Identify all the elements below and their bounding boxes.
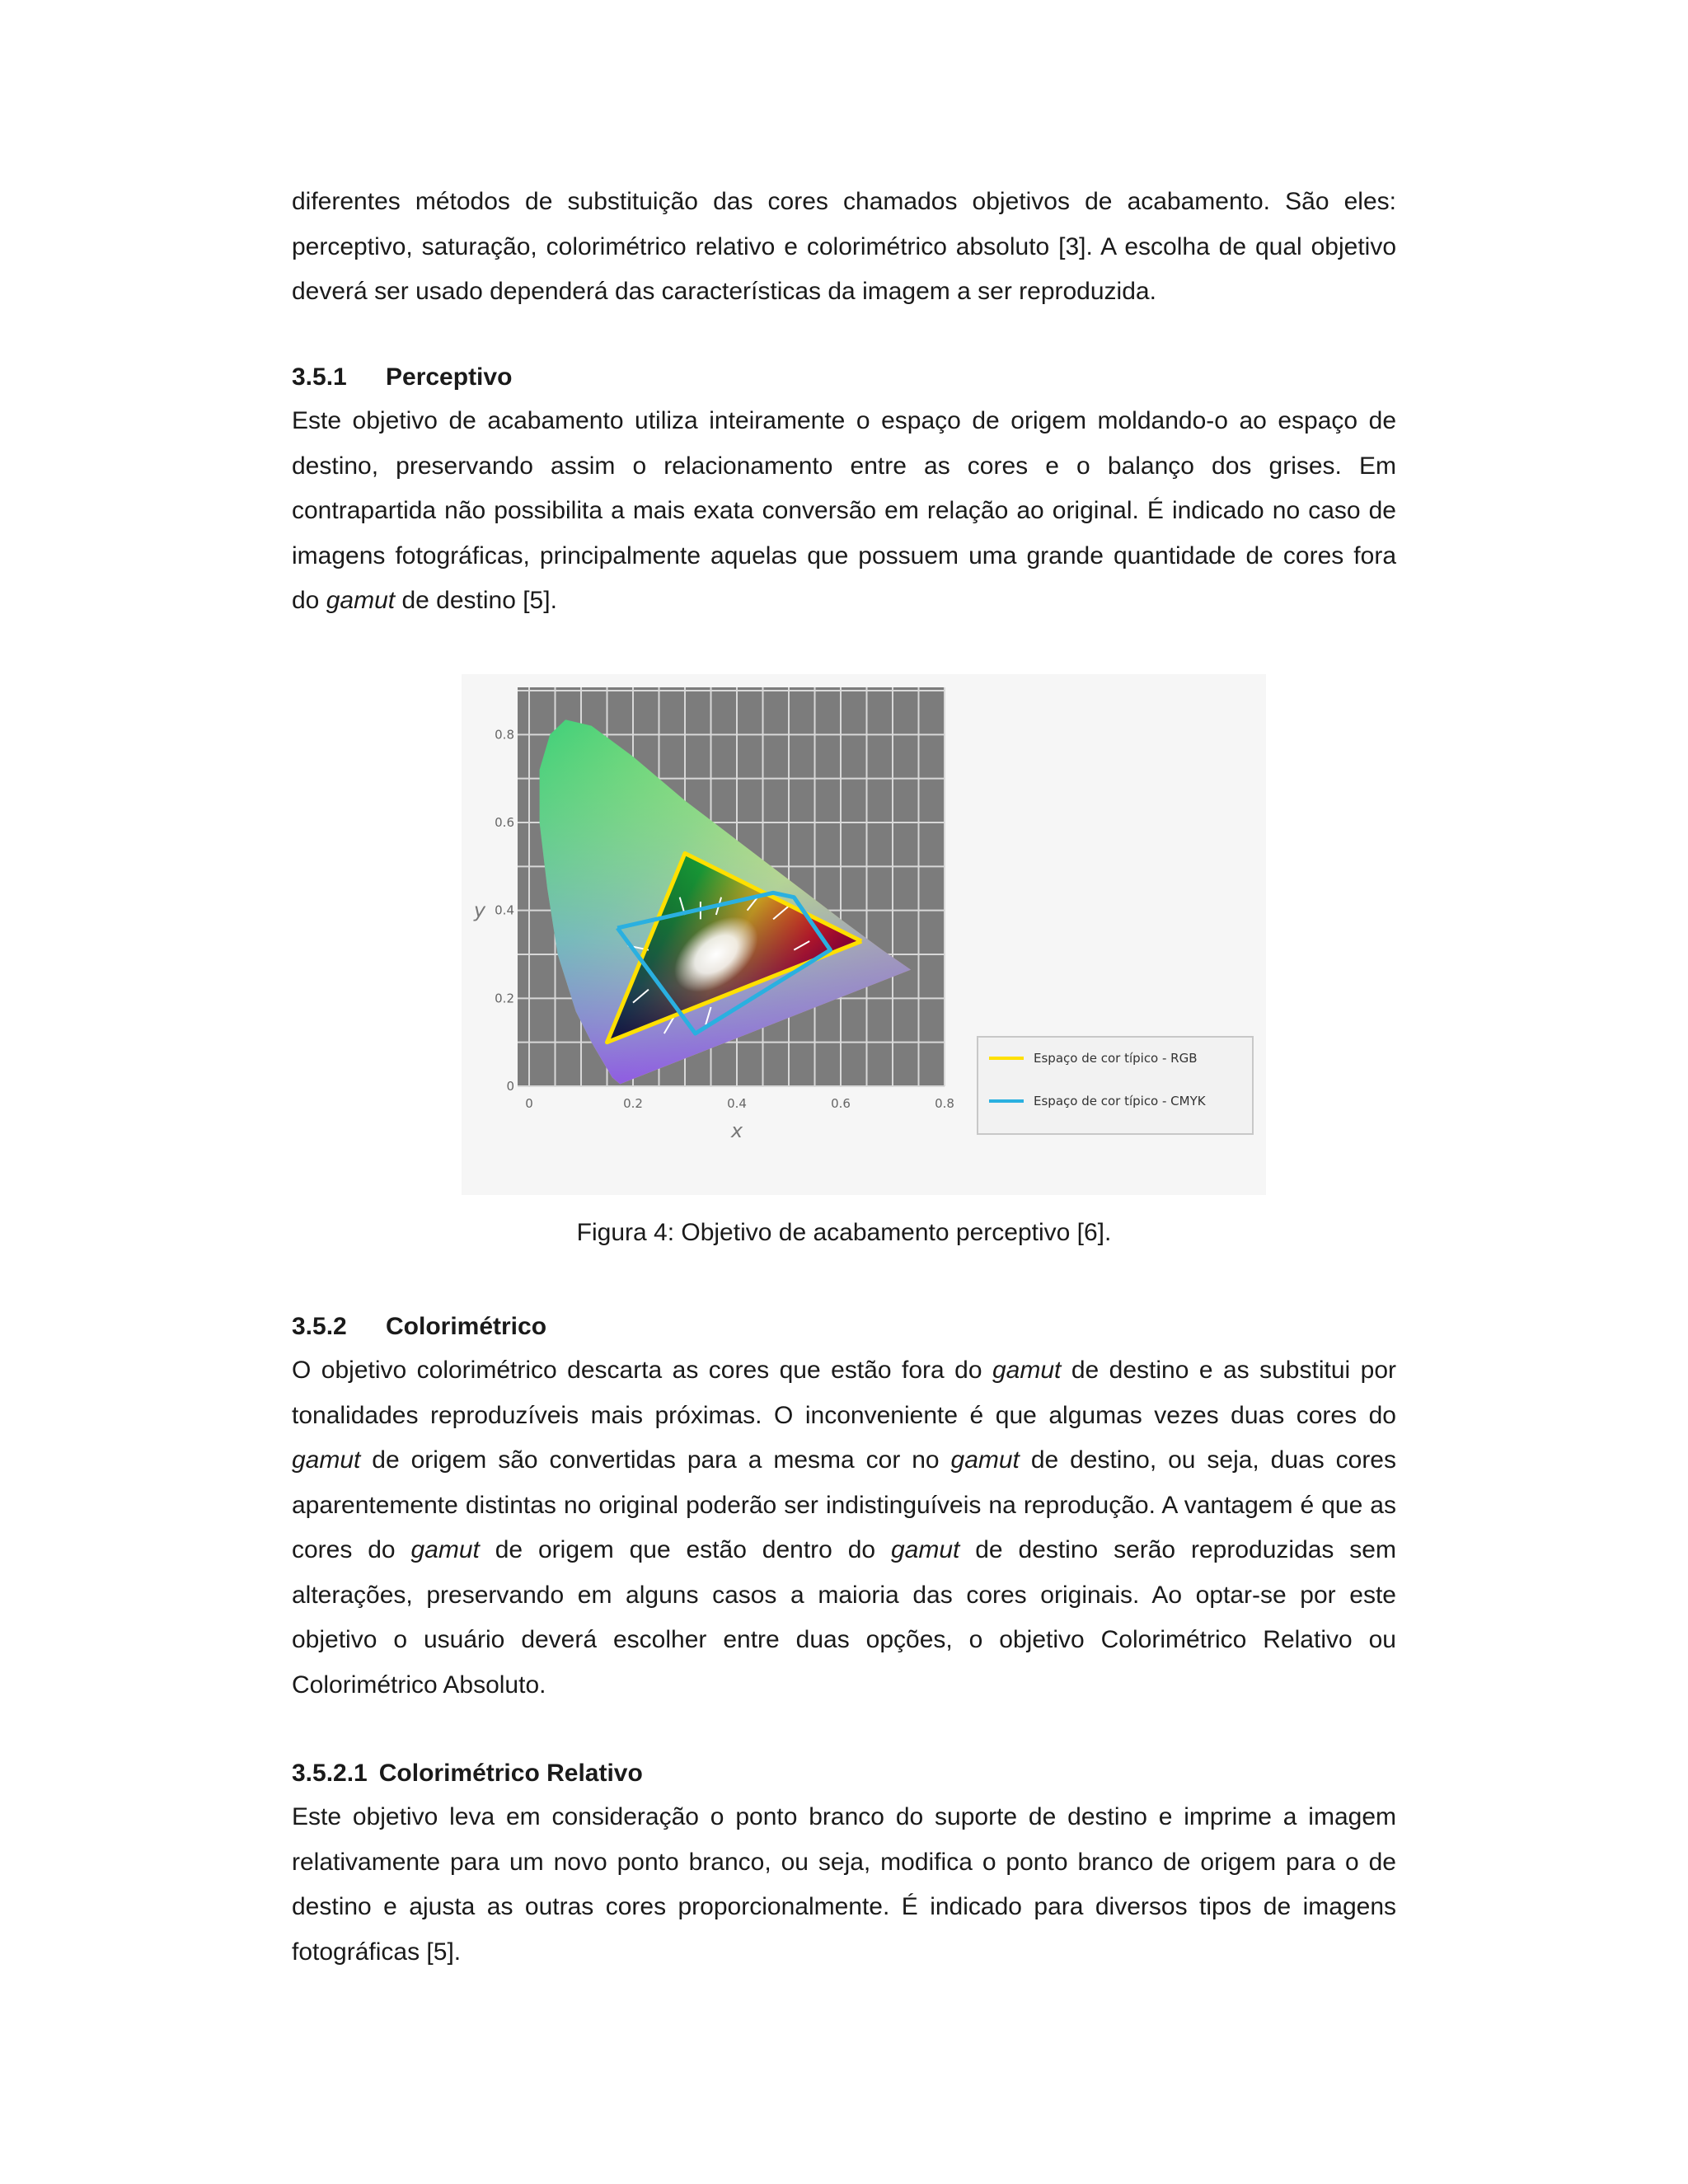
paragraph-perceptivo	[292, 399, 1396, 624]
paragraph-colorimetrico	[292, 1348, 1396, 1708]
x-tick-label: 0.2	[623, 1096, 643, 1111]
chart-legend	[978, 1037, 1253, 1134]
paragraph-colorimetrico-text	[292, 1348, 1396, 1708]
text-run: de destino [5].	[395, 587, 557, 614]
x-axis-label: x	[730, 1119, 743, 1142]
y-tick-label: 0	[506, 1079, 514, 1094]
y-tick-label: 0.6	[495, 815, 514, 830]
paragraph-perceptivo-text	[292, 399, 1396, 624]
italic-term: gamut	[992, 1357, 1062, 1384]
paragraph-colorimetrico-relativo	[292, 1795, 1396, 1975]
section-heading-3521	[292, 1757, 643, 1790]
text-run: Este objetivo leva em consideração o ponto branco do suporte de destino e imprime a imagem relativamente para um novo ponto branco, ou seja, modifica o ponto branco de origem para o de destino e ajusta as outras cores proporcionalmente. É indicado para diversos tipos de imagens fotográficas [5].	[292, 1803, 1396, 1966]
section-number: 3.5.2	[292, 1313, 347, 1340]
section-title: Colorimétrico Relativo	[378, 1760, 643, 1787]
text-run: de destino, ou seja, duas cores aparentemente distintas no original poderão ser indistinguíveis na reprodução. A vantagem é que as cores do	[292, 1446, 1396, 1563]
cie-chromaticity-chart	[462, 674, 1266, 1195]
section-title: Perceptivo	[386, 363, 513, 391]
paragraph-intro	[292, 180, 1396, 315]
paragraph-intro-text	[292, 180, 1396, 315]
text-run: de destino e as substitui por tonalidades reproduzíveis mais próximas. O inconveniente é que algumas vezes duas cores do	[292, 1357, 1396, 1429]
y-axis-label: y	[473, 898, 486, 922]
section-title: Colorimétrico	[386, 1313, 547, 1340]
italic-term: gamut	[326, 587, 396, 614]
text-run: Este objetivo de acabamento utiliza inteiramente o espaço de origem moldando-o ao espaço de destino, preservando assim o relacionamento entre as cores e o balanço dos grises. Em contrapartida não possibilita a mais exata conversão em relação ao original. É indicado no caso de imagens fotográficas, principalmente aquelas que possuem uma grande quantidade de cores fora do	[292, 407, 1396, 614]
x-tick-label: 0.4	[727, 1096, 747, 1111]
section-heading-351	[292, 361, 512, 394]
x-tick-label: 0	[525, 1096, 533, 1111]
paragraph-colorimetrico-relativo-text	[292, 1795, 1396, 1975]
text-run: diferentes métodos de substituição das cores chamados objetivos de acabamento. São eles: perceptivo, saturação, colorimétrico relativo e colorimétrico absoluto [3]. A escolha de qual objetivo deverá ser usado dependerá das características da imagem a ser reproduzida.	[292, 188, 1396, 305]
italic-term: gamut	[292, 1446, 361, 1474]
text-run: de origem que estão dentro do	[479, 1536, 891, 1563]
legend-entry: Espaço de cor típico - RGB	[1034, 1051, 1198, 1066]
section-number: 3.5.1	[292, 363, 347, 391]
italic-term: gamut	[890, 1536, 960, 1563]
section-number: 3.5.2.1	[292, 1760, 368, 1787]
figure-caption: Figura 4: Objetivo de acabamento perceptivo [6].	[576, 1219, 1112, 1246]
text-run: de origem são convertidas para a mesma cor no	[360, 1446, 951, 1474]
legend-entry: Espaço de cor típico - CMYK	[1034, 1094, 1206, 1108]
y-tick-label: 0.8	[495, 727, 514, 743]
italic-term: gamut	[950, 1446, 1020, 1474]
y-tick-label: 0.2	[495, 991, 514, 1006]
y-tick-label: 0.4	[495, 902, 514, 918]
x-tick-label: 0.8	[935, 1096, 954, 1111]
text-run: de destino serão reproduzidas sem alterações, preservando em alguns casos a maioria das cores originais. Ao optar-se por este objetivo o usuário deverá escolher entre duas opções, o objetivo Colorimétrico Relativo ou Colorimétrico Absoluto.	[292, 1536, 1396, 1699]
x-tick-label: 0.6	[831, 1096, 851, 1111]
section-heading-352	[292, 1310, 546, 1343]
text-run: O objetivo colorimétrico descarta as cores que estão fora do	[292, 1357, 992, 1384]
italic-term: gamut	[410, 1536, 480, 1563]
figure-cie-diagram	[462, 674, 1266, 1195]
